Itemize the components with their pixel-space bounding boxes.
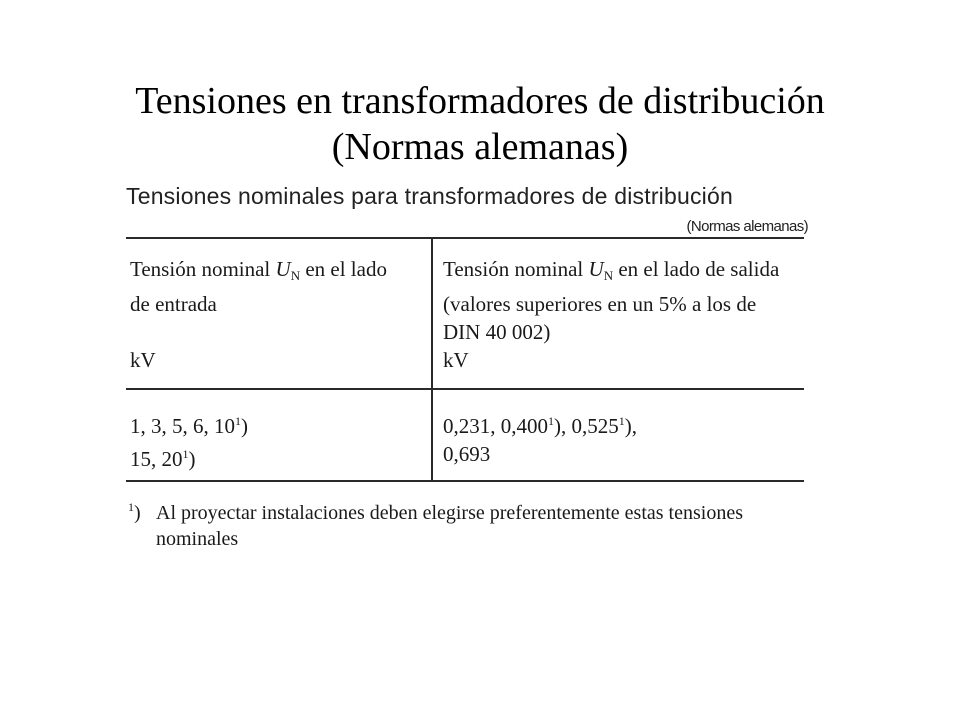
header-input-prefix: Tensión nominal xyxy=(130,257,276,281)
header-output-line-2: (valores superiores en un 5% a los de xyxy=(443,292,757,316)
table-caption: Tensiones nominales para transformadores de distribución xyxy=(126,183,733,209)
output-voltage-values xyxy=(443,407,803,468)
header-input-line-1 xyxy=(130,255,426,290)
header-output-line-3: DIN 40 002) xyxy=(443,320,551,344)
footnote-marker-number: 1 xyxy=(128,500,134,514)
header-input-unit: kV xyxy=(130,348,156,372)
voltage-symbol xyxy=(589,257,614,281)
header-input-suffix: en el lado xyxy=(300,257,387,281)
header-output-prefix: Tensión nominal xyxy=(443,257,589,281)
norm-note: (Normas alemanas) xyxy=(686,218,808,235)
input-values-line-1 xyxy=(130,407,426,440)
table-column-divider xyxy=(431,238,433,480)
voltage-symbol xyxy=(276,257,301,281)
voltage-symbol-letter: U xyxy=(588,257,604,281)
footnote-ref: 1 xyxy=(235,414,241,428)
slide-title xyxy=(0,78,960,170)
header-input-voltage xyxy=(130,255,426,374)
table-bottom-rule xyxy=(126,480,804,482)
input-values-line-2 xyxy=(130,440,426,473)
header-output-line-1 xyxy=(443,255,803,290)
output-values-1-text: 0,231, 0,400 xyxy=(443,414,548,438)
footnote-marker-close: ) xyxy=(134,502,141,524)
footnote-line-2: nominales xyxy=(156,528,239,550)
table-header-rule xyxy=(126,388,804,390)
header-output-unit: kV xyxy=(443,348,469,372)
voltage-symbol-subscript: N xyxy=(603,268,614,283)
table-footnote xyxy=(128,494,808,552)
output-values-line-1 xyxy=(443,407,803,440)
output-values-1-text-b: ), 0,525 xyxy=(554,414,619,438)
header-input-line-2: de entrada xyxy=(130,292,217,316)
footnote-marker xyxy=(128,494,156,526)
input-values-1-text: 1, 3, 5, 6, 10 xyxy=(130,414,235,438)
footnote-ref-close: ) xyxy=(188,447,196,471)
slide-title-line-1: Tensiones en transformadores de distribución xyxy=(135,80,825,122)
table-top-rule xyxy=(126,237,804,239)
voltage-symbol-letter: U xyxy=(275,257,291,281)
footnote-ref: 1 xyxy=(618,414,625,428)
voltage-symbol-subscript: N xyxy=(290,268,301,283)
input-values-2-text: 15, 20 xyxy=(130,447,183,471)
footnote-ref: 1 xyxy=(548,414,554,428)
footnote-ref: 1 xyxy=(182,447,189,461)
footnote-line-1: Al proyectar instalaciones deben elegirse preferentemente estas tensiones xyxy=(156,502,743,524)
input-voltage-values xyxy=(130,407,426,473)
scanned-table-figure xyxy=(126,183,808,563)
footnote-ref-close: ) xyxy=(241,414,248,438)
slide-title-line-2: (Normas alemanas) xyxy=(331,126,629,168)
header-output-voltage xyxy=(443,255,803,374)
output-values-line-2: 0,693 xyxy=(443,442,491,466)
header-output-suffix: en el lado de salida xyxy=(613,257,780,281)
output-values-1-text-c: ), xyxy=(624,414,637,438)
